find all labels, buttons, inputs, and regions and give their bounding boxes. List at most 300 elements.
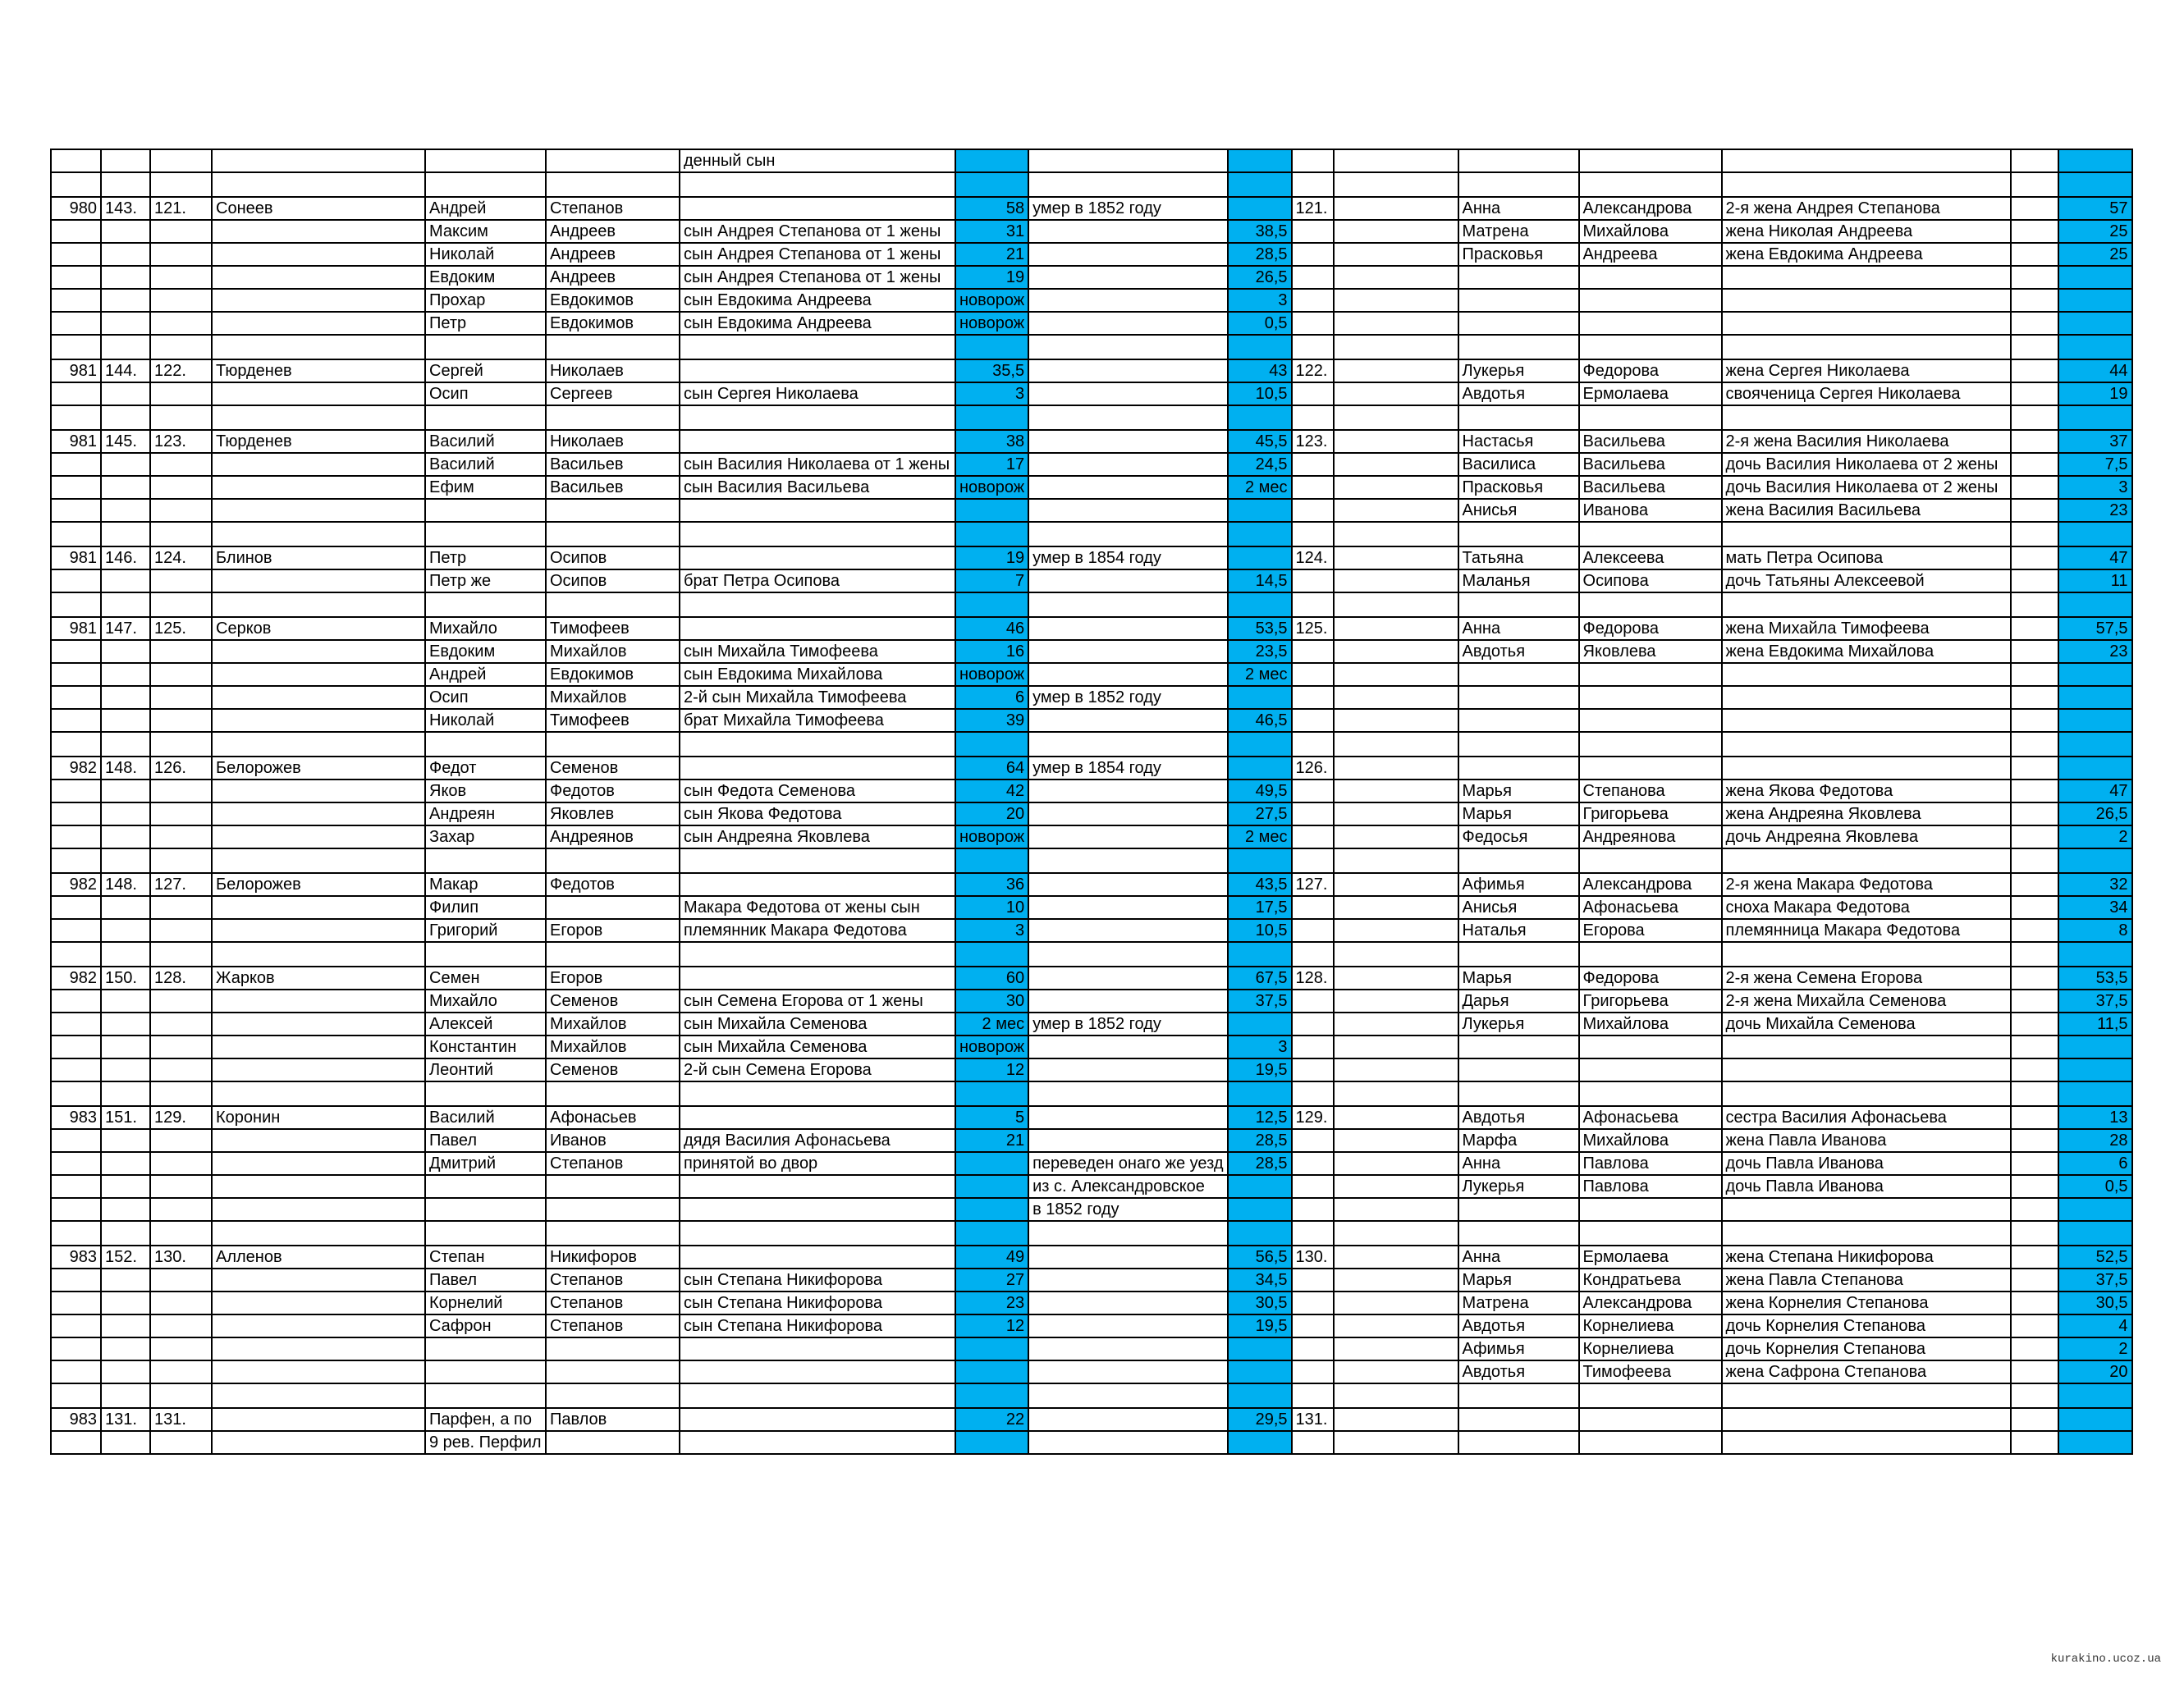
cell-female-col-b [1334,942,1458,967]
cell-female-ref [1292,779,1334,802]
cell-age-now: 43 [1228,359,1292,382]
cell-patronymic [546,335,680,359]
cell-age-prev: 23 [955,1292,1028,1314]
cell-female-relation [1722,522,2011,546]
cell-note [1028,289,1227,312]
cell-age-now: 2 мес [1228,476,1292,499]
cell-female-col-b [1334,1106,1458,1129]
cell-age-prev [955,1081,1028,1106]
cell-revision-no-male [101,382,150,405]
cell-patronymic [546,1360,680,1383]
cell-revision-no-female-ref [150,335,212,359]
cell-revision-no-male [101,1198,150,1221]
table-row [51,1360,2132,1383]
cell-female-patronymic: Михайлова [1579,220,1722,243]
cell-household-no [51,312,101,335]
cell-female-patronymic [1579,757,1722,779]
cell-female-col-b [1334,1221,1458,1246]
cell-age-prev [955,335,1028,359]
cell-female-col-b [1334,1360,1458,1383]
cell-female-age [2058,1408,2132,1431]
table-row [51,990,2132,1013]
cell-relation [680,546,955,569]
cell-relation [680,405,955,430]
cell-female-age: 37 [2058,430,2132,453]
cell-relation [680,1431,955,1454]
cell-revision-no-male [101,1431,150,1454]
cell-female-first-name [1458,312,1579,335]
cell-note [1028,1314,1227,1337]
cell-female-ref [1292,848,1334,873]
cell-surname [212,825,425,848]
cell-patronymic [546,1081,680,1106]
cell-revision-no-female-ref [150,663,212,686]
cell-household-no [51,335,101,359]
table-row [51,1175,2132,1198]
cell-first-name: Андрей [425,197,546,220]
cell-female-age: 25 [2058,220,2132,243]
cell-female-col-c [2011,873,2058,896]
table-row [51,289,2132,312]
table-row [51,919,2132,942]
cell-female-col-c [2011,149,2058,172]
cell-age-now: 12,5 [1228,1106,1292,1129]
cell-patronymic: Егоров [546,919,680,942]
cell-female-first-name: Настасья [1458,430,1579,453]
cell-patronymic: Андреев [546,220,680,243]
cell-patronymic: Степанов [546,197,680,220]
cell-female-relation [1722,266,2011,289]
cell-note [1028,359,1227,382]
cell-female-col-c [2011,405,2058,430]
cell-age-prev: 39 [955,709,1028,732]
cell-female-relation: жена Василия Васильева [1722,499,2011,522]
cell-female-relation: жена Сергея Николаева [1722,359,2011,382]
cell-female-age: 26,5 [2058,802,2132,825]
cell-revision-no-male: 131. [101,1408,150,1431]
cell-female-ref [1292,1081,1334,1106]
cell-female-ref [1292,1383,1334,1408]
cell-female-first-name: Марья [1458,802,1579,825]
cell-female-first-name [1458,1431,1579,1454]
cell-female-ref [1292,942,1334,967]
cell-female-patronymic: Яковлева [1579,640,1722,663]
cell-female-ref [1292,709,1334,732]
cell-female-relation: дочь Василия Николаева от 2 жены [1722,453,2011,476]
cell-female-ref: 130. [1292,1246,1334,1269]
cell-relation: племянник Макара Федотова [680,919,955,942]
cell-age-prev: 16 [955,640,1028,663]
cell-female-first-name [1458,848,1579,873]
cell-surname [212,896,425,919]
cell-age-prev: 20 [955,802,1028,825]
cell-relation [680,942,955,967]
cell-age-now: 28,5 [1228,1152,1292,1175]
cell-revision-no-male [101,405,150,430]
cell-surname [212,382,425,405]
cell-age-prev [955,522,1028,546]
cell-note [1028,476,1227,499]
cell-female-col-b [1334,617,1458,640]
cell-female-col-b [1334,1292,1458,1314]
cell-female-age: 2 [2058,1337,2132,1360]
cell-relation [680,757,955,779]
cell-relation: сын Сергея Николаева [680,382,955,405]
cell-female-relation [1722,709,2011,732]
cell-female-col-b [1334,848,1458,873]
cell-surname [212,1129,425,1152]
cell-revision-no-male [101,1221,150,1246]
cell-female-col-b [1334,522,1458,546]
cell-female-first-name: Авдотья [1458,1314,1579,1337]
cell-revision-no-female-ref [150,825,212,848]
cell-female-col-c [2011,1198,2058,1221]
cell-household-no [51,1198,101,1221]
cell-relation: сын Андрея Степанова от 1 жены [680,243,955,266]
cell-female-col-b [1334,1408,1458,1431]
cell-female-patronymic [1579,266,1722,289]
cell-age-prev [955,1383,1028,1408]
cell-age-now: 14,5 [1228,569,1292,592]
cell-patronymic [546,732,680,757]
cell-age-prev: 10 [955,896,1028,919]
cell-female-age [2058,289,2132,312]
cell-household-no [51,663,101,686]
cell-relation: сын Михайла Семенова [680,1036,955,1058]
cell-relation [680,359,955,382]
cell-age-prev [955,1431,1028,1454]
cell-household-no [51,569,101,592]
cell-female-col-b [1334,709,1458,732]
cell-revision-no-male [101,172,150,197]
cell-female-relation: жена Якова Федотова [1722,779,2011,802]
cell-age-prev [955,732,1028,757]
cell-first-name: Степан [425,1246,546,1269]
cell-age-prev: 49 [955,1246,1028,1269]
cell-age-now: 46,5 [1228,709,1292,732]
cell-household-no [51,1269,101,1292]
cell-surname [212,1360,425,1383]
cell-female-patronymic: Федорова [1579,967,1722,990]
cell-age-now: 3 [1228,289,1292,312]
cell-patronymic [546,896,680,919]
cell-age-now: 0,5 [1228,312,1292,335]
cell-revision-no-male [101,266,150,289]
cell-revision-no-female-ref [150,1292,212,1314]
cell-female-first-name [1458,757,1579,779]
cell-revision-no-female-ref: 124. [150,546,212,569]
cell-female-relation [1722,592,2011,617]
cell-revision-no-female-ref [150,1431,212,1454]
cell-revision-no-male [101,220,150,243]
cell-revision-no-female-ref [150,476,212,499]
cell-female-age: 6 [2058,1152,2132,1175]
cell-household-no [51,453,101,476]
table-row [51,825,2132,848]
cell-female-col-b [1334,757,1458,779]
cell-revision-no-male: 147. [101,617,150,640]
cell-first-name: Григорий [425,919,546,942]
cell-relation [680,592,955,617]
cell-first-name: Семен [425,967,546,990]
cell-female-age: 13 [2058,1106,2132,1129]
cell-first-name [425,848,546,873]
cell-female-first-name [1458,1198,1579,1221]
cell-household-no: 983 [51,1246,101,1269]
cell-relation: сын Василия Васильева [680,476,955,499]
cell-female-col-c [2011,1058,2058,1081]
cell-female-first-name [1458,1408,1579,1431]
cell-revision-no-male: 145. [101,430,150,453]
cell-female-first-name [1458,942,1579,967]
cell-female-age [2058,1036,2132,1058]
cell-note [1028,967,1227,990]
cell-patronymic: Степанов [546,1314,680,1337]
cell-note [1028,1129,1227,1152]
cell-female-age: 19 [2058,382,2132,405]
cell-first-name: Василий [425,453,546,476]
cell-revision-no-female-ref [150,640,212,663]
cell-surname [212,1198,425,1221]
cell-note [1028,663,1227,686]
cell-female-col-b [1334,220,1458,243]
cell-first-name: Василий [425,430,546,453]
cell-age-now: 56,5 [1228,1246,1292,1269]
cell-surname: Блинов [212,546,425,569]
cell-female-col-b [1334,335,1458,359]
cell-surname [212,312,425,335]
cell-female-relation [1722,335,2011,359]
cell-age-prev: 27 [955,1269,1028,1292]
cell-first-name: Федот [425,757,546,779]
cell-household-no [51,499,101,522]
cell-note [1028,919,1227,942]
cell-female-col-b [1334,873,1458,896]
table-row [51,243,2132,266]
cell-female-first-name: Авдотья [1458,382,1579,405]
cell-relation [680,1221,955,1246]
cell-note [1028,382,1227,405]
cell-age-now: 17,5 [1228,896,1292,919]
cell-female-first-name: Матрена [1458,1292,1579,1314]
cell-female-relation: жена Павла Иванова [1722,1129,2011,1152]
cell-female-age: 23 [2058,499,2132,522]
table-row [51,1221,2132,1246]
cell-note [1028,1292,1227,1314]
cell-age-now [1228,522,1292,546]
cell-note [1028,825,1227,848]
cell-female-ref [1292,1175,1334,1198]
cell-age-now [1228,1198,1292,1221]
cell-age-now [1228,1337,1292,1360]
cell-female-age: 25 [2058,243,2132,266]
cell-surname: Тюрденев [212,430,425,453]
cell-surname [212,802,425,825]
cell-revision-no-male [101,476,150,499]
cell-female-first-name: Марья [1458,1269,1579,1292]
cell-revision-no-female-ref [150,1360,212,1383]
cell-revision-no-female-ref [150,1152,212,1175]
cell-revision-no-female-ref [150,266,212,289]
cell-female-col-c [2011,359,2058,382]
cell-female-first-name [1458,1058,1579,1081]
cell-female-age [2058,335,2132,359]
cell-female-first-name: Лукерья [1458,1013,1579,1036]
cell-female-ref [1292,1360,1334,1383]
cell-female-col-c [2011,1337,2058,1360]
cell-female-relation [1722,1383,2011,1408]
cell-revision-no-female-ref [150,1337,212,1360]
cell-female-first-name [1458,1383,1579,1408]
cell-female-relation: 2-я жена Михайла Семенова [1722,990,2011,1013]
cell-female-col-c [2011,289,2058,312]
table-row [51,1246,2132,1269]
cell-relation [680,1408,955,1431]
cell-note [1028,149,1227,172]
cell-note [1028,1246,1227,1269]
cell-revision-no-female-ref: 128. [150,967,212,990]
cell-female-col-c [2011,896,2058,919]
cell-female-ref [1292,243,1334,266]
cell-female-first-name [1458,405,1579,430]
cell-household-no [51,1221,101,1246]
cell-female-relation: дочь Корнелия Степанова [1722,1314,2011,1337]
table-row [51,220,2132,243]
table-row [51,172,2132,197]
cell-patronymic: Николаев [546,359,680,382]
cell-female-col-b [1334,802,1458,825]
cell-female-relation: жена Корнелия Степанова [1722,1292,2011,1314]
cell-relation [680,617,955,640]
cell-female-patronymic: Александрова [1579,197,1722,220]
cell-household-no: 980 [51,197,101,220]
cell-female-col-b [1334,1269,1458,1292]
cell-age-now: 43,5 [1228,873,1292,896]
cell-female-col-c [2011,1383,2058,1408]
table-row [51,1152,2132,1175]
cell-female-col-c [2011,312,2058,335]
table-row [51,382,2132,405]
cell-note [1028,1337,1227,1360]
cell-female-col-c [2011,1081,2058,1106]
cell-patronymic [546,149,680,172]
cell-revision-no-male [101,335,150,359]
cell-revision-no-male [101,1081,150,1106]
table-row [51,967,2132,990]
cell-female-ref [1292,335,1334,359]
cell-household-no [51,149,101,172]
cell-revision-no-male [101,453,150,476]
cell-relation: сын Михайла Семенова [680,1013,955,1036]
cell-first-name: Макар [425,873,546,896]
cell-revision-no-female-ref [150,1198,212,1221]
cell-female-relation: жена Евдокима Андреева [1722,243,2011,266]
cell-female-first-name [1458,686,1579,709]
cell-female-ref [1292,476,1334,499]
cell-age-now: 28,5 [1228,1129,1292,1152]
cell-female-relation: дочь Андреяна Яковлева [1722,825,2011,848]
cell-household-no [51,476,101,499]
cell-female-patronymic [1579,1036,1722,1058]
cell-first-name: Михайло [425,617,546,640]
cell-age-prev: 7 [955,569,1028,592]
cell-note [1028,1360,1227,1383]
cell-revision-no-male [101,1129,150,1152]
cell-female-col-b [1334,312,1458,335]
cell-female-patronymic [1579,709,1722,732]
cell-female-col-b [1334,1058,1458,1081]
cell-female-relation: жена Андреяна Яковлева [1722,802,2011,825]
cell-female-age: 8 [2058,919,2132,942]
cell-female-col-c [2011,569,2058,592]
cell-female-patronymic: Михайлова [1579,1013,1722,1036]
cell-household-no: 981 [51,546,101,569]
cell-female-first-name: Афимья [1458,1337,1579,1360]
cell-age-prev: 38 [955,430,1028,453]
cell-note: умер в 1852 году [1028,1013,1227,1036]
cell-female-first-name: Татьяна [1458,546,1579,569]
cell-revision-no-male [101,1269,150,1292]
cell-age-prev: новорож [955,476,1028,499]
cell-female-col-b [1334,967,1458,990]
cell-first-name: Петр [425,312,546,335]
cell-female-patronymic [1579,1081,1722,1106]
cell-age-prev [955,1360,1028,1383]
cell-relation: сын Андрея Степанова от 1 жены [680,266,955,289]
cell-female-relation [1722,942,2011,967]
cell-female-first-name: Марфа [1458,1129,1579,1152]
cell-age-now: 30,5 [1228,1292,1292,1314]
cell-first-name: Осип [425,686,546,709]
cell-surname [212,149,425,172]
cell-household-no: 982 [51,967,101,990]
cell-patronymic [546,405,680,430]
cell-note: умер в 1852 году [1028,197,1227,220]
cell-female-relation: жена Павла Степанова [1722,1269,2011,1292]
cell-age-now [1228,546,1292,569]
cell-note [1028,848,1227,873]
cell-female-col-c [2011,732,2058,757]
cell-household-no [51,1360,101,1383]
cell-age-prev: 2 мес [955,1013,1028,1036]
cell-female-patronymic: Андреева [1579,243,1722,266]
cell-female-relation [1722,312,2011,335]
cell-female-patronymic: Михайлова [1579,1129,1722,1152]
cell-first-name [425,172,546,197]
cell-surname: Серков [212,617,425,640]
cell-note: в 1852 году [1028,1198,1227,1221]
cell-patronymic: Федотов [546,873,680,896]
cell-patronymic: Степанов [546,1152,680,1175]
cell-age-prev: 46 [955,617,1028,640]
cell-female-first-name: Маланья [1458,569,1579,592]
cell-household-no: 981 [51,430,101,453]
cell-female-relation: дочь Павла Иванова [1722,1152,2011,1175]
cell-revision-no-male [101,1036,150,1058]
table-row [51,430,2132,453]
cell-female-age: 3 [2058,476,2132,499]
cell-patronymic: Васильев [546,476,680,499]
cell-female-relation [1722,1221,2011,1246]
cell-household-no [51,825,101,848]
cell-female-relation [1722,149,2011,172]
cell-female-col-c [2011,779,2058,802]
cell-female-patronymic: Григорьева [1579,990,1722,1013]
cell-female-ref [1292,663,1334,686]
cell-note [1028,802,1227,825]
cell-female-patronymic: Ермолаева [1579,382,1722,405]
cell-female-first-name: Анисья [1458,499,1579,522]
